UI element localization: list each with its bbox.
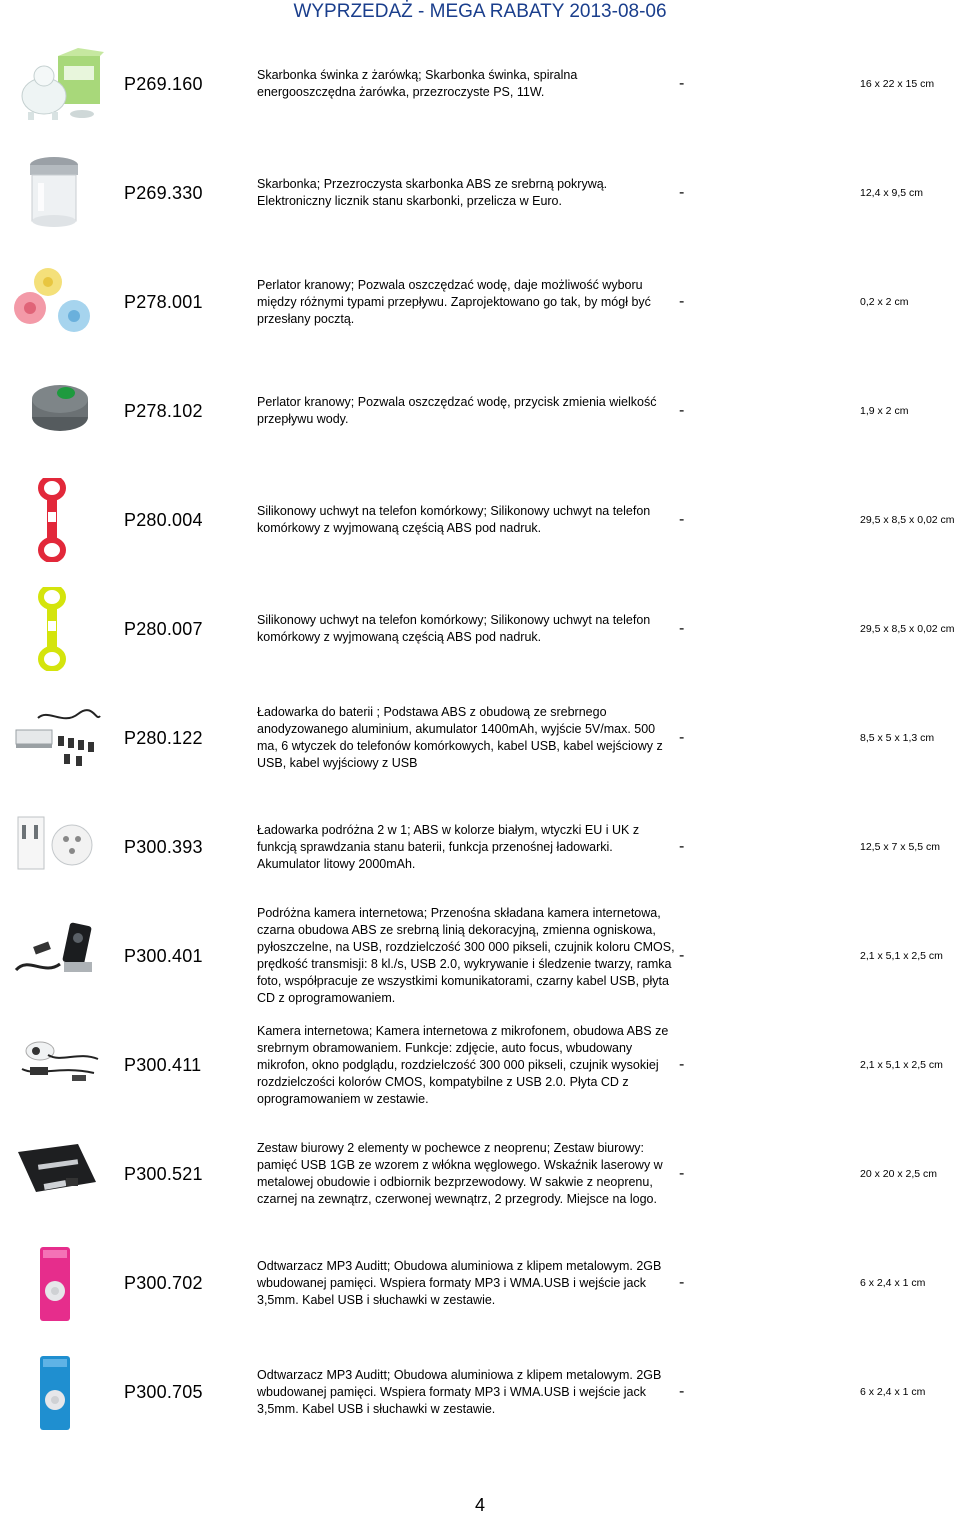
product-price: - <box>679 293 685 310</box>
product-dimensions: 1,9 x 2 cm <box>860 405 909 417</box>
product-code: P300.411 <box>124 1055 202 1075</box>
product-dimensions: 12,4 x 9,5 cm <box>860 187 924 199</box>
product-row <box>0 587 960 696</box>
product-image <box>8 1023 104 1107</box>
product-dimensions: 8,5 x 5 x 1,3 cm <box>860 732 935 744</box>
product-image <box>8 151 104 235</box>
product-code: P278.102 <box>124 401 203 421</box>
product-image <box>8 369 104 453</box>
product-code: P269.160 <box>124 74 203 94</box>
product-image <box>8 696 104 780</box>
product-image <box>8 42 104 126</box>
product-price: - <box>679 947 685 964</box>
product-description: Odtwarzacz MP3 Auditt; Obudowa aluminiowa z klipem metalowym. 2GB wbudowanej pamięci. Wspiera formaty MP3 i WMA.USB i wejście jack 3,5mm. Kabel USB i słuchawki w zestawie. <box>257 1367 662 1416</box>
product-dimensions: 16 x 22 x 15 cm <box>860 78 935 90</box>
product-description: Podróżna kamera internetowa; Przenośna składana kamera internetowa, czarna obudowa ABS ze srebrną linią dekoracyjną, zmienna ogniskowa, pyłoszczelne, na USB, rozdzielczość 300 000 pikseli, czujnik koloru CMOS, prędkość transmisji: 8 kl./s, USB 2.0, wykrywanie i śledzenie twarzy, ramka foto, współpracuje ze wszystkimi komunikatorami, czarny kabel USB, płyta CD z oprogramowaniem. <box>257 906 675 1005</box>
product-description: Ładowarka podróżna 2 w 1; ABS w kolorze białym, wtyczki EU i UK z funkcją sprawdzania stanu baterii, funkcja przenośnej ładowarki. Akumulator litowy 2000mAh. <box>257 822 640 871</box>
product-code: P280.122 <box>124 728 203 748</box>
product-price: - <box>679 1274 685 1291</box>
product-dimensions: 6 x 2,4 x 1 cm <box>860 1277 926 1289</box>
product-code: P280.007 <box>124 619 203 639</box>
product-price: - <box>679 402 685 419</box>
product-dimensions: 2,1 x 5,1 x 2,5 cm <box>860 950 943 962</box>
product-row <box>0 478 960 587</box>
product-row <box>0 260 960 369</box>
product-image <box>8 1350 104 1434</box>
product-dimensions: 2,1 x 5,1 x 2,5 cm <box>860 1059 943 1071</box>
product-row <box>0 1241 960 1350</box>
product-code: P300.702 <box>124 1273 203 1293</box>
product-image <box>8 478 104 562</box>
product-code: P280.004 <box>124 510 203 530</box>
product-price: - <box>679 1165 685 1182</box>
product-row <box>0 696 960 805</box>
product-row <box>0 805 960 914</box>
product-image <box>8 587 104 671</box>
product-price: - <box>679 511 685 528</box>
product-price: - <box>679 1383 685 1400</box>
product-row <box>0 151 960 260</box>
product-price: - <box>679 184 685 201</box>
product-dimensions: 6 x 2,4 x 1 cm <box>860 1386 926 1398</box>
product-dimensions: 12,5 x 7 x 5,5 cm <box>860 841 940 853</box>
product-code: P300.705 <box>124 1382 203 1402</box>
product-code: P300.393 <box>124 837 203 857</box>
product-code: P300.521 <box>124 1164 203 1184</box>
product-price: - <box>679 838 685 855</box>
product-description: Skarbonka świnka z żarówką; Skarbonka świnka, spiralna energooszczędna żarówka, przezroczyste PS, 11W. <box>257 68 578 99</box>
product-image <box>8 1132 104 1216</box>
product-row <box>0 906 960 1023</box>
product-dimensions: 29,5 x 8,5 x 0,02 cm <box>860 514 955 526</box>
product-description: Kamera internetowa; Kamera internetowa z mikrofonem, obudowa ABS ze srebrnym obramowaniem. Funkcje: zdjęcie, auto focus, wbudowany mikrofon, okno podglądu, rozdzielczość 300 000 pikseli, czujnik wysokiej rozdzielczości kolorów CMOS, kompatybilne z USB 2.0. Płyta CD z oprogramowaniem w zestawie. <box>257 1023 669 1106</box>
product-code: P300.401 <box>124 946 203 966</box>
product-row <box>0 369 960 478</box>
product-dimensions: 20 x 20 x 2,5 cm <box>860 1168 938 1180</box>
product-description: Silikonowy uchwyt na telefon komórkowy; Silikonowy uchwyt na telefon komórkowy z wyjmowaną częścią ABS pod nadruk. <box>257 613 651 644</box>
product-description: Silikonowy uchwyt na telefon komórkowy; Silikonowy uchwyt na telefon komórkowy z wyjmowaną częścią ABS pod nadruk. <box>257 504 651 535</box>
product-price: - <box>679 729 685 746</box>
product-price: - <box>679 1056 685 1073</box>
product-row <box>0 1132 960 1241</box>
product-description: Perlator kranowy; Pozwala oszczędzać wodę, daje możliwość wyboru między różnymi typami przepływu. Zaprojektowano go tak, by mógł być przesłany pocztą. <box>257 277 651 326</box>
product-image <box>8 1241 104 1325</box>
product-description: Ładowarka do baterii ; Podstawa ABS z obudową ze srebrnego anodyzowanego aluminium, akumulator 1400mAh, wyjście 5V/max. 500 ma, 6 wtyczek do telefonów komórkowych, kabel USB, kabel wejściowy z USB, kabel wyjściowy z USB <box>257 705 663 770</box>
product-image <box>8 805 104 889</box>
product-price: - <box>679 75 685 92</box>
page-number: 4 <box>474 1495 485 1515</box>
product-dimensions: 0,2 x 2 cm <box>860 296 909 308</box>
product-dimensions: 29,5 x 8,5 x 0,02 cm <box>860 623 955 635</box>
product-row <box>0 1350 960 1459</box>
product-image <box>8 260 104 344</box>
product-description: Perlator kranowy; Pozwala oszczędzać wodę, przycisk zmienia wielkość przepływu wody. <box>257 395 657 426</box>
product-description: Odtwarzacz MP3 Auditt; Obudowa aluminiowa z klipem metalowym. 2GB wbudowanej pamięci. Wspiera formaty MP3 i WMA.USB i wejście jack 3,5mm. Kabel USB i słuchawki w zestawie. <box>257 1258 662 1307</box>
product-code: P269.330 <box>124 183 203 203</box>
product-row <box>0 1023 960 1132</box>
product-code: P278.001 <box>124 292 203 312</box>
product-price: - <box>679 620 685 637</box>
product-description: Zestaw biurowy 2 elementy w pochewce z neoprenu; Zestaw biurowy: pamięć USB 1GB ze wzorem z włókna węglowego. Wskaźnik laserowy w metalowej obudowie i odbiornik bezprzewodowy. W sakwie z neoprenu, czarnej na zewnątrz, czerwonej wewnątrz, 2 przegrody. Miejsce na logo. <box>257 1141 663 1206</box>
product-image <box>8 914 104 998</box>
product-description: Skarbonka; Przezroczysta skarbonka ABS ze srebrną pokrywą. Elektroniczny licznik stanu skarbonki, przelicza w Euro. <box>257 177 608 208</box>
page-title: WYPRZEDAŻ - MEGA RABATY 2013-08-06 <box>293 1 667 22</box>
product-row <box>0 42 960 151</box>
